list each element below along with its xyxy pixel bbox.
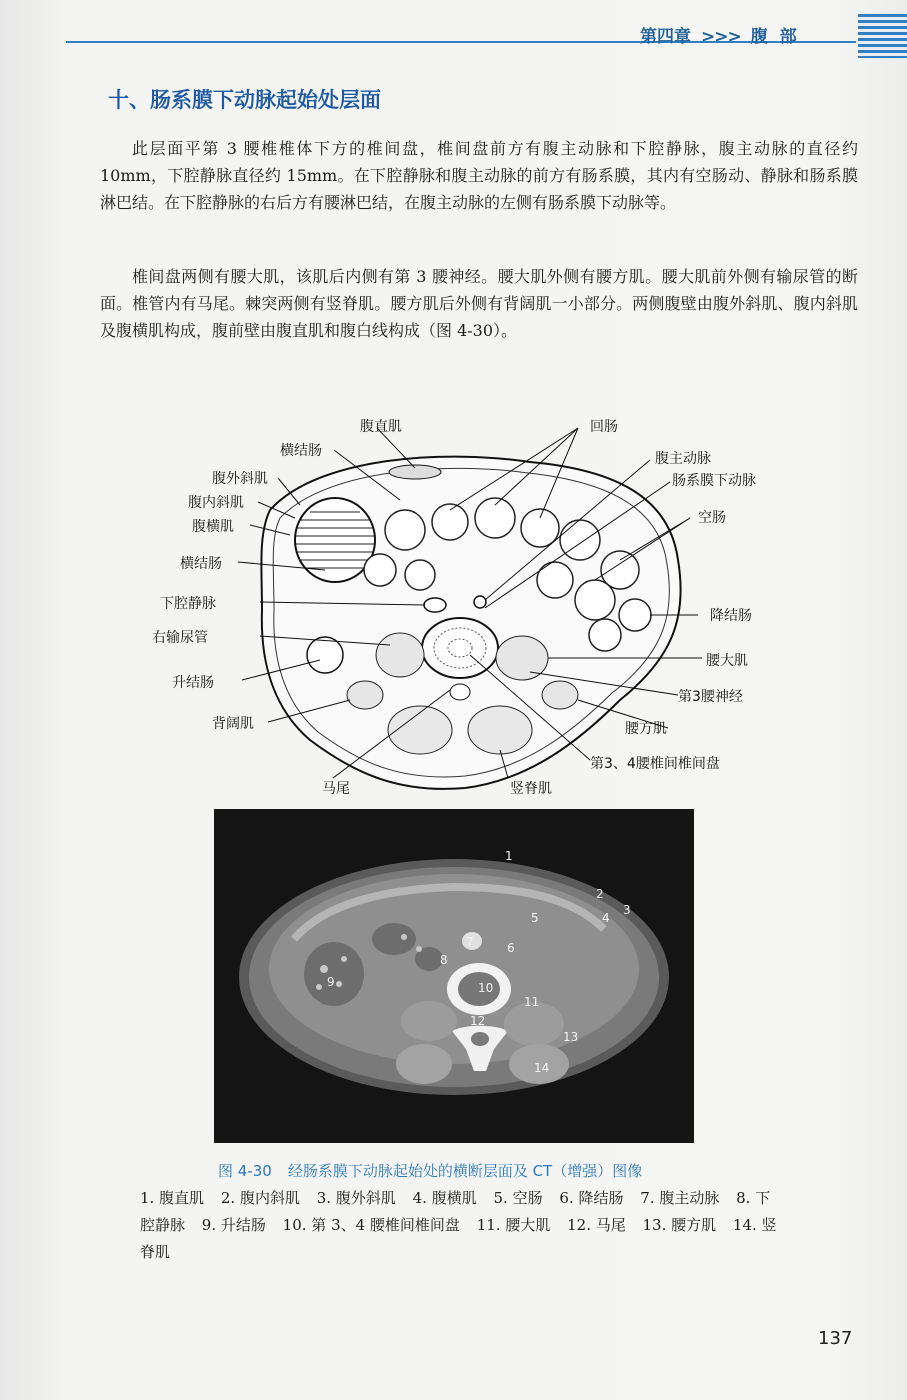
paragraph-2 [100,263,858,344]
ct-number-3: 3 [623,903,631,917]
ct-drawing [214,809,694,1143]
legend-item: 12. 马尾 [567,1216,626,1234]
paragraph-1 [100,135,858,216]
label-quadratus-lumborum: 腰方肌 [625,721,667,737]
figure-title: 经肠系膜下动脉起始处的横断层面及 CT（增强）图像 [287,1162,643,1180]
legend-item: 7. 腹主动脉 [640,1189,720,1207]
ct-number-2: 2 [596,887,604,901]
label-erector-spinae: 竖脊肌 [510,781,552,797]
ct-number-10: 10 [478,981,494,995]
label-l3-nerve: 第3腰神经 [678,689,743,705]
paragraph-text: 椎间盘两侧有腰大肌，该肌后内侧有第 3 腰神经。腰大肌外侧有腰方肌。腰大肌前外侧有输尿管的断面。椎管内有马尾。棘突两侧有竖脊肌。腰方肌后外侧有背阔肌一小部分。两侧腹壁由腹外斜肌、腹内斜肌及腹横肌构成，腹前壁由腹直肌和腹白线构成（图 4-30）。 [100,267,858,340]
ct-number-6: 6 [507,941,515,955]
ct-number-7: 7 [466,935,474,949]
ct-image [214,809,694,1143]
label-jejunum: 空肠 [698,510,726,526]
figure-legend [140,1185,780,1266]
label-descending-colon: 降结肠 [710,608,752,624]
label-right-ureter: 右输尿管 [152,630,208,646]
legend-item: 6. 降结肠 [559,1189,624,1207]
ct-number-1: 1 [505,849,513,863]
label-transverse-colon-top: 横结肠 [280,443,322,459]
figure-caption [218,1160,642,1181]
section-title: 十、肠系膜下动脉起始处层面 [108,88,381,112]
legend-item: 13. 腰方肌 [642,1216,717,1234]
label-transverse-colon: 横结肠 [180,556,222,572]
legend-item: 8. 下腔静脉 [140,1189,771,1234]
chapter-label: 第四章 [640,27,691,47]
ct-number-9: 9 [327,975,335,989]
label-ascending-colon: 升结肠 [172,675,214,691]
legend-item: 9. 升结肠 [201,1216,266,1234]
label-rectus-abdominis: 腹直肌 [360,419,402,435]
ct-number-11: 11 [524,995,540,1009]
legend-item: 11. 腰大肌 [476,1216,551,1234]
legend-item: 5. 空肠 [493,1189,543,1207]
label-inferior-vena-cava: 下腔静脉 [160,596,216,612]
label-internal-oblique: 腹内斜肌 [188,495,244,511]
label-external-oblique: 腹外斜肌 [212,471,268,487]
label-aorta: 腹主动脉 [655,451,711,467]
legend-item: 1. 腹直肌 [140,1189,205,1207]
legend-item: 14. 竖脊肌 [140,1216,777,1261]
legend-item: 2. 腹内斜肌 [220,1189,300,1207]
header-arrows: >>> [701,27,741,47]
page-number: 137 [818,1328,853,1349]
running-header [640,22,809,47]
label-cauda-equina: 马尾 [322,781,350,797]
ct-number-4: 4 [602,911,610,925]
ct-number-5: 5 [531,911,539,925]
legend-item: 10. 第 3、4 腰椎间椎间盘 [282,1216,460,1234]
figure-number: 图 4-30 [218,1162,272,1180]
label-latissimus-dorsi: 背阔肌 [212,716,254,732]
paragraph-text: 此层面平第 3 腰椎椎体下方的椎间盘，椎间盘前方有腹主动脉和下腔静脉，腹主动脉的直径约 10mm，下腔静脉直径约 15mm。在下腔静脉和腹主动脉的前方有肠系膜，其内有空肠动、静脉和肠系膜淋巴结。在下腔静脉的右后方有腰淋巴结，在腹主动脉的左侧有肠系膜下动脉等。 [100,139,858,212]
header-stripes-decoration [858,14,907,58]
ct-number-13: 13 [563,1030,579,1044]
ct-number-14: 14 [534,1061,550,1075]
label-ileum: 回肠 [590,419,618,435]
label-transversus-abdominis: 腹横肌 [192,519,234,535]
ct-number-12: 12 [470,1014,486,1028]
legend-item: 3. 腹外斜肌 [316,1189,396,1207]
ct-number-8: 8 [440,953,448,967]
legend-item: 4. 腹横肌 [412,1189,477,1207]
anatomy-diagram [150,410,780,805]
label-intervertebral-disc: 第3、4腰椎间椎间盘 [590,756,720,772]
label-inferior-mesenteric-artery: 肠系膜下动脉 [672,473,756,489]
label-psoas-major: 腰大肌 [706,653,748,669]
section-word: 腹部 [750,27,809,47]
